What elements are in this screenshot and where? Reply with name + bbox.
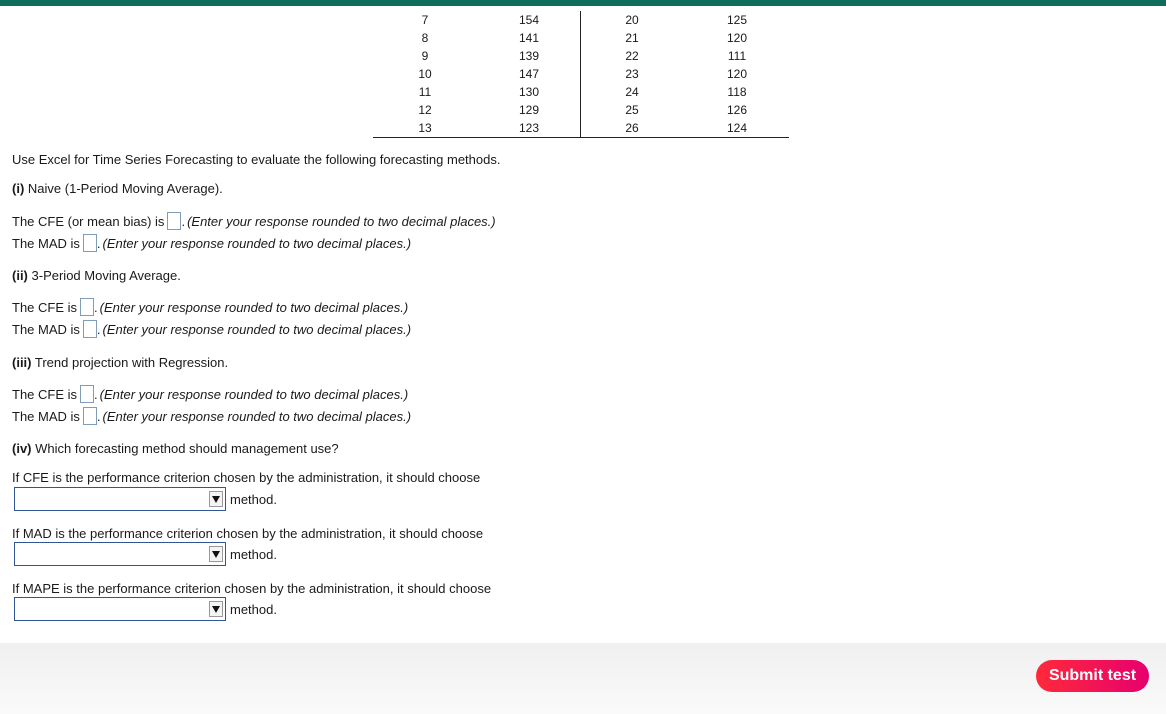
table-cell: 120 — [726, 67, 748, 81]
naive-cfe-label: The CFE (or mean bias) is — [12, 213, 165, 229]
table-cell: 9 — [421, 49, 429, 63]
naive-cfe-row — [12, 211, 496, 231]
table-divider-horizontal — [373, 137, 789, 138]
submit-test-button[interactable]: Submit test — [1036, 660, 1149, 692]
ma3-mad-row — [12, 319, 411, 339]
ma3-cfe-hint: (Enter your response rounded to two decimal places.) — [99, 299, 409, 315]
table-cell: 129 — [518, 103, 540, 117]
section-choose-title — [12, 441, 339, 456]
table-cell: 147 — [518, 67, 540, 81]
dropdown-arrow-icon[interactable] — [209, 601, 223, 617]
trend-mad-label: The MAD is — [12, 408, 80, 424]
dropdown-arrow-icon[interactable] — [209, 491, 223, 507]
section-naive-title — [12, 181, 223, 196]
section-trend-title — [12, 355, 228, 370]
section-title: Naive (1-Period Moving Average). — [27, 181, 223, 196]
section-title: 3-Period Moving Average. — [31, 268, 181, 283]
table-cell: 123 — [518, 121, 540, 135]
trend-cfe-row — [12, 384, 408, 404]
section-number: (iii) — [12, 355, 32, 370]
naive-mad-label: The MAD is — [12, 235, 80, 251]
table-cell: 124 — [726, 121, 748, 135]
table-cell: 111 — [727, 49, 747, 63]
table-cell: 23 — [625, 67, 639, 81]
table-cell: 7 — [421, 13, 429, 27]
mad-method-dropdown[interactable] — [14, 542, 226, 566]
trend-cfe-input[interactable] — [80, 385, 94, 403]
table-row — [373, 65, 789, 83]
naive-mad-hint: (Enter your response rounded to two decimal places.) — [102, 235, 412, 251]
section-number: (i) — [12, 181, 25, 196]
ma3-mad-label: The MAD is — [12, 321, 80, 337]
section-title: Which forecasting method should management use? — [35, 441, 339, 456]
intro-text: Use Excel for Time Series Forecasting to evaluate the following forecasting methods. — [12, 152, 501, 167]
table-cell: 25 — [625, 103, 639, 117]
table-row — [373, 11, 789, 29]
table-cell: 21 — [625, 31, 639, 45]
cfe-question: If CFE is the performance criterion chosen by the administration, it should choose — [12, 470, 481, 485]
period: . — [94, 386, 98, 402]
trend-mad-row — [12, 406, 411, 426]
table-cell: 141 — [518, 31, 540, 45]
ma3-cfe-input[interactable] — [80, 298, 94, 316]
table-cell: 120 — [726, 31, 748, 45]
table-row — [373, 119, 789, 137]
table-row — [373, 83, 789, 101]
naive-mad-row — [12, 233, 411, 253]
table-row — [373, 29, 789, 47]
ma3-mad-input[interactable] — [83, 320, 97, 338]
table-row — [373, 101, 789, 119]
period: . — [94, 299, 98, 315]
table-cell: 12 — [418, 103, 432, 117]
mape-method-dropdown[interactable] — [14, 597, 226, 621]
table-cell: 130 — [518, 85, 540, 99]
table-cell: 8 — [421, 31, 429, 45]
trend-mad-input[interactable] — [83, 407, 97, 425]
period: . — [96, 235, 101, 251]
table-cell: 126 — [726, 103, 748, 117]
table-cell: 20 — [625, 13, 639, 27]
table-cell: 24 — [625, 85, 639, 99]
period: . — [96, 321, 101, 337]
ma3-mad-hint: (Enter your response rounded to two decimal places.) — [102, 321, 412, 337]
table-row — [373, 47, 789, 65]
trend-cfe-hint: (Enter your response rounded to two decimal places.) — [99, 386, 409, 402]
table-cell: 26 — [625, 121, 639, 135]
table-cell: 10 — [418, 67, 432, 81]
period: . — [181, 213, 186, 229]
table-cell: 118 — [727, 85, 747, 99]
table-cell: 22 — [625, 49, 639, 63]
mape-question: If MAPE is the performance criterion chosen by the administration, it should choose — [12, 581, 492, 596]
dropdown-arrow-icon[interactable] — [209, 546, 223, 562]
section-ma3-title — [12, 268, 181, 283]
naive-mad-input[interactable] — [83, 234, 97, 252]
cfe-method-suffix: method. — [230, 492, 277, 507]
mad-method-suffix: method. — [230, 547, 277, 562]
data-table — [373, 11, 789, 137]
section-number: (ii) — [12, 268, 28, 283]
top-accent-bar — [0, 0, 1166, 6]
naive-cfe-input[interactable] — [167, 212, 181, 230]
period: . — [96, 408, 101, 424]
section-title: Trend projection with Regression. — [34, 355, 229, 370]
trend-mad-hint: (Enter your response rounded to two decimal places.) — [102, 408, 412, 424]
mape-method-suffix: method. — [230, 602, 277, 617]
table-cell: 125 — [726, 13, 748, 27]
table-cell: 11 — [418, 85, 432, 99]
ma3-cfe-row — [12, 297, 408, 317]
ma3-cfe-label: The CFE is — [12, 299, 78, 315]
table-cell: 154 — [518, 13, 540, 27]
table-cell: 139 — [518, 49, 540, 63]
footer-bar — [0, 643, 1166, 714]
naive-cfe-hint: (Enter your response rounded to two decimal places.) — [187, 213, 496, 229]
trend-cfe-label: The CFE is — [12, 386, 78, 402]
mad-question: If MAD is the performance criterion chosen by the administration, it should choose — [12, 526, 484, 541]
cfe-method-dropdown[interactable] — [14, 487, 226, 511]
table-cell: 13 — [418, 121, 432, 135]
section-number: (iv) — [12, 441, 32, 456]
